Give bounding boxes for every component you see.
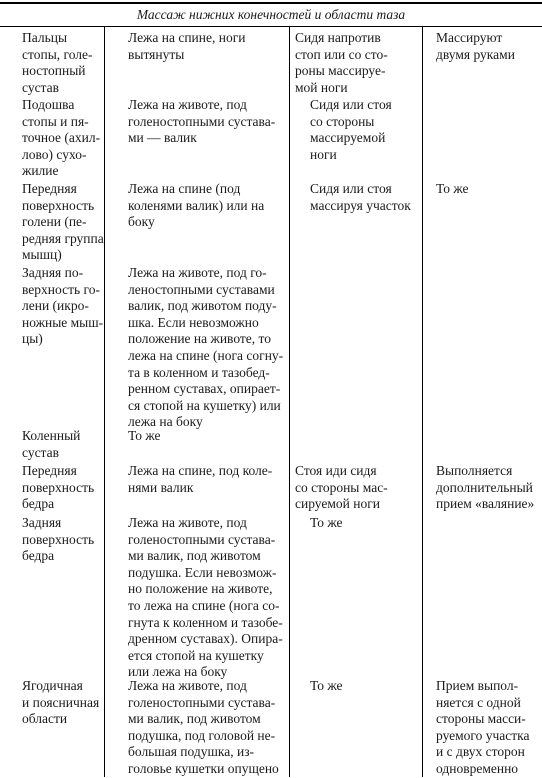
row-6-area: Передняя поверхность бедра [22, 463, 95, 512]
row-5-patient-position: То же [128, 428, 161, 443]
row-2-area: Подошва стопы и пя- точное (ахил- лово) сухо- жилие [22, 97, 101, 179]
row-7-area: Задняя поверхность бедра [22, 515, 95, 564]
row-8-notes: Прием выпол- няется с одной стороны масси- руемого участка и с двух сторон одновременно [436, 678, 530, 776]
row-3-notes: То же [436, 181, 469, 196]
row-1-area: Пальцы стопы, голе- ностопный сустав [22, 30, 93, 95]
row-5-area: Коленный сустав [22, 428, 81, 460]
row-1-notes: Массируют двумя руками [436, 30, 515, 62]
row-3-patient-position: Лежа на спине (под коленями валик) или на боку [128, 181, 265, 230]
row-2-masseur-position: Сидя или стоя со стороны массируемой ноги [310, 97, 392, 162]
row-8-area: Ягодичная и поясничная области [22, 678, 100, 727]
row-2-patient-position: Лежа на животе, под голеностопными сустава- ми — валик [128, 97, 276, 146]
row-8-patient-position: Лежа на животе, под голеностопными сустава- ми валик, под животом подушка, под головой не- большая подушка, из- головье кушетки опущено [128, 678, 279, 776]
row-4-patient-position: Лежа на животе, под го- леностопными суставами валик, под животом поду- шка. Если невозможно положение на животе, то лежа на спине (нога согну- та в коленном и тазобед- ренном суставах, опирает- ся стопой на кушетку) или лежа на боку [128, 265, 284, 430]
row-4-area: Задняя по- верхность го- лени (икро- ножные мыш- цы) [22, 265, 104, 347]
column-divider-2 [289, 26, 290, 777]
table-top-rule [0, 2, 542, 4]
row-1-patient-position: Лежа на спине, ноги вытянуты [128, 30, 246, 62]
row-7-masseur-position: То же [310, 515, 343, 530]
title-separator-rule [0, 26, 542, 27]
row-7-patient-position: Лежа на животе, под голеностопными сустава- ми валик, под животом подушка. Если невозмож- но положение на животе, то лежа на спине (нога со- гнута к коленном и тазобе- дренном суставах). Опира- ется стопой на кушетку или лежа на боку [128, 515, 283, 680]
column-divider-1 [104, 26, 105, 777]
row-1-masseur-position: Сидя напротив стоп или со сто- роны массируе- мой ноги [295, 30, 388, 95]
row-3-masseur-position: Сидя или стоя массируя участок [310, 181, 411, 213]
table-title: Массаж нижних конечностей и области таза [136, 7, 406, 22]
row-8-masseur-position: То же [310, 678, 343, 693]
row-6-notes: Выполняется дополнительный прием «валяние» [436, 463, 535, 512]
row-3-area: Передняя поверхность голени (пе- редняя группа мышц) [22, 181, 104, 263]
column-divider-3 [422, 26, 423, 777]
row-6-masseur-position: Стоя иди сидя со стороны мас- сируемой ноги [295, 463, 388, 512]
row-6-patient-position: Лежа на спине, под коле- нями валик [128, 463, 273, 495]
